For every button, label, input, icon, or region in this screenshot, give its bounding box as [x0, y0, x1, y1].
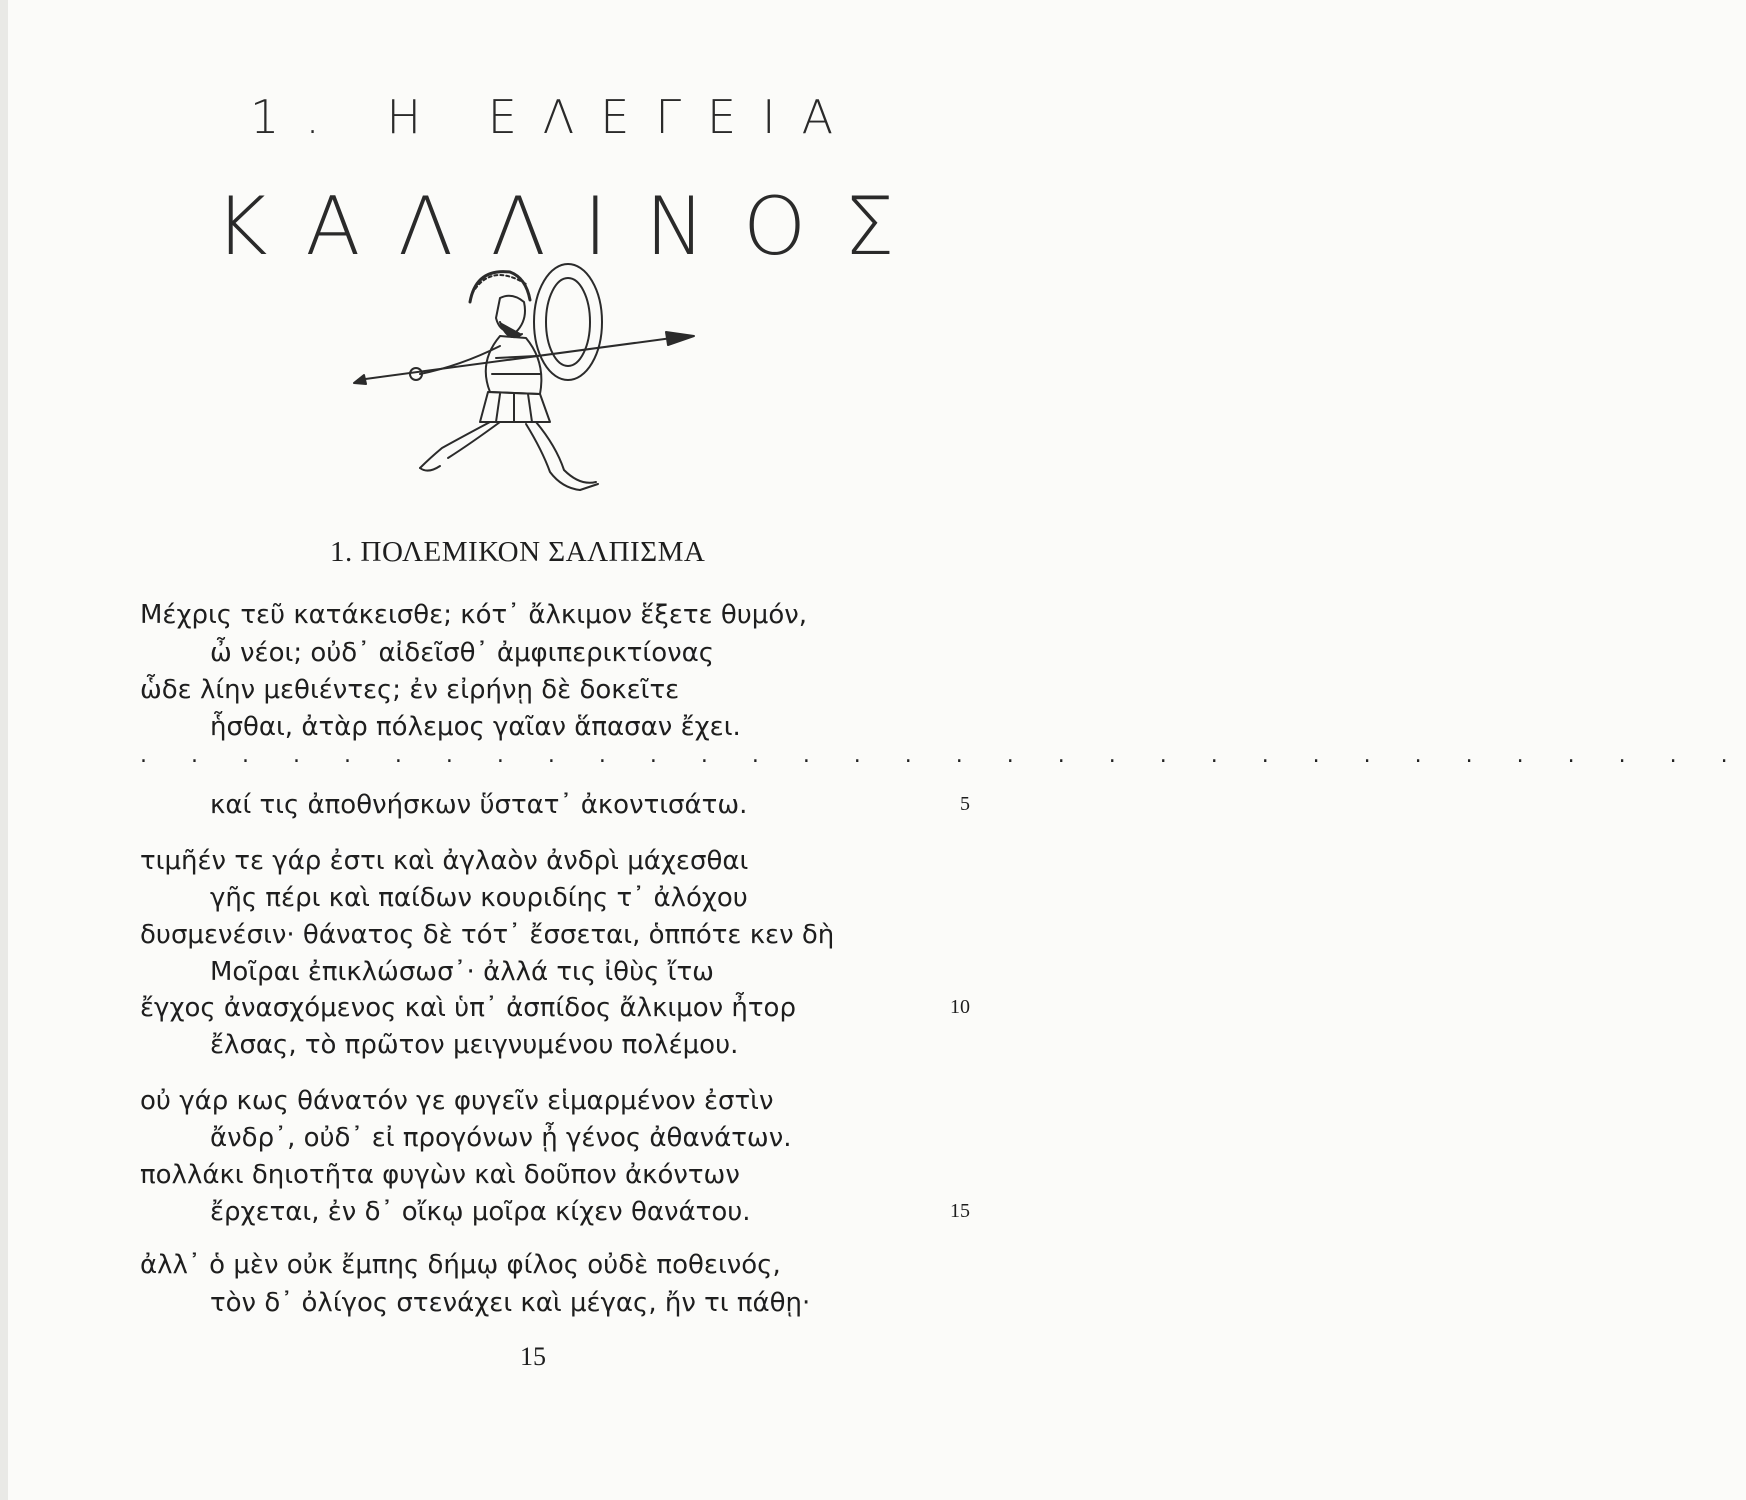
verse-line: γῆς πέρι καὶ παίδων κουριδίης τ᾽ ἀλόχου — [210, 883, 748, 913]
verse-line: ἧσθαι, ἀτὰρ πόλεμος γαῖαν ἅπασαν ἔχει. — [210, 712, 741, 742]
verse-line: ἔλσας, τὸ πρῶτον μειγνυμένου πολέμου. — [210, 1030, 739, 1060]
poem-title: 1. ΠΟΛΕΜΙΚΟΝ ΣΑΛΠΙΣΜΑ — [330, 536, 706, 568]
author-name: ΚΑΛΛΙΝΟΣ — [215, 180, 933, 273]
hoplite-warrior-icon — [350, 262, 700, 502]
line-number: 5 — [960, 793, 970, 815]
verse-line: οὐ γάρ κως θάνατόν γε φυγεῖν εἱμαρμένον ἐστὶν — [140, 1086, 774, 1116]
verse-line: τιμῆέν τε γάρ ἐστι καὶ ἀγλαὸν ἀνδρὶ μάχεσθαι — [140, 846, 749, 876]
verse-line: Μέχρις τεῦ κατάκεισθε; κότ᾽ ἄλκιμον ἕξετε θυμόν, — [140, 600, 808, 630]
verse-line: δυσμενέσιν· θάνατος δὲ τότ᾽ ἔσσεται, ὁππότε κεν δὴ — [140, 920, 835, 950]
page-edge — [0, 0, 8, 1500]
section-heading: 1. Η ΕΛΕΓΕΙΑ — [250, 90, 860, 144]
page-number: 15 — [520, 1342, 546, 1371]
lacuna-dots: . . . . . . . . . . . . . . . . . . . . . . . . . . . . . . . . — [140, 743, 1746, 768]
verse-line: καί τις ἀποθνήσκων ὕστατ᾽ ἀκοντισάτω. — [210, 790, 748, 820]
verse-line: ἔγχος ἀνασχόμενος καὶ ὑπ᾽ ἀσπίδος ἄλκιμον ἦτορ — [140, 993, 796, 1023]
verse-line: ὦ νέοι; οὐδ᾽ αἰδεῖσθ᾽ ἀμφιπερικτίονας — [210, 638, 715, 668]
line-number: 15 — [950, 1200, 970, 1222]
verse-line: ἔρχεται, ἐν δ᾽ οἴκῳ μοῖρα κίχεν θανάτου. — [210, 1197, 751, 1227]
verse-line: ἀλλ᾽ ὁ μὲν οὐκ ἔμπης δήμῳ φίλος οὐδὲ ποθεινός, — [140, 1250, 781, 1280]
verse-line: ἄνδρ᾽, οὐδ᾽ εἰ προγόνων ᾖ γένος ἀθανάτων. — [210, 1123, 792, 1153]
line-number: 10 — [950, 996, 970, 1018]
verse-line: Μοῖραι ἐπικλώσωσ᾽· ἀλλά τις ἰθὺς ἴτω — [210, 957, 714, 987]
verse-line: ὧδε λίην μεθιέντες; ἐν εἰρήνῃ δὲ δοκεῖτε — [140, 675, 680, 705]
verse-line: πολλάκι δηιοτῆτα φυγὼν καὶ δοῦπον ἀκόντων — [140, 1160, 740, 1190]
verse-line: τὸν δ᾽ ὀλίγος στενάχει καὶ μέγας, ἤν τι πάθῃ· — [210, 1288, 811, 1318]
